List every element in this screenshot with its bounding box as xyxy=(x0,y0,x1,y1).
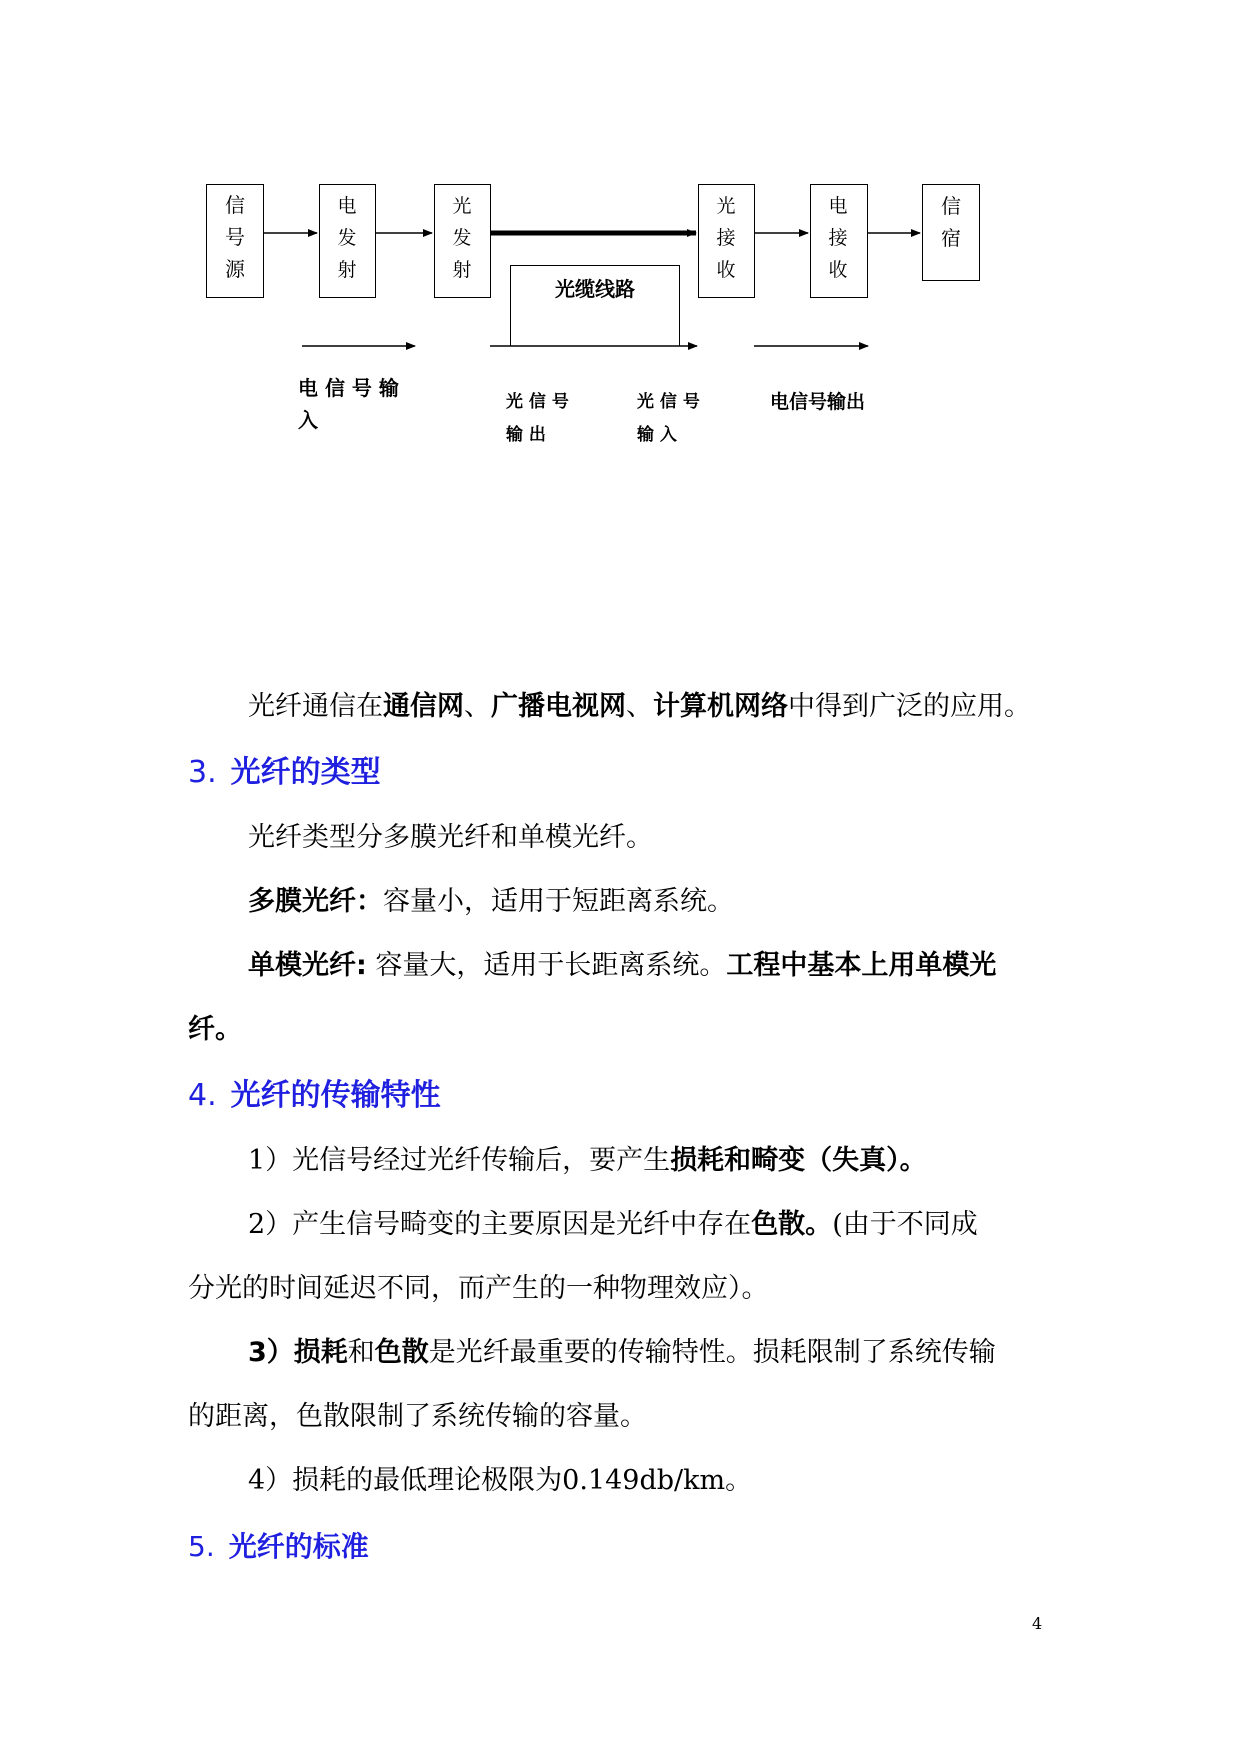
paragraph-types-intro: 光纤类型分多膜光纤和单模光纤。 xyxy=(248,822,653,853)
diagram-arrows xyxy=(0,0,1241,500)
paragraph-item-3-cont: 的距离，色散限制了系统传输的容量。 xyxy=(188,1401,647,1432)
heading-fiber-types: 3. 光纤的类型 xyxy=(188,755,381,790)
label-signal-source: 信号源 xyxy=(225,193,245,281)
label-optical-input: 光 信 号 输 入 xyxy=(637,392,700,445)
label-optical-output: 光 信 号 输 出 xyxy=(506,392,569,445)
page-number: 4 xyxy=(1032,1614,1043,1633)
paragraph-multimode: 多膜光纤：容量小，适用于短距离系统。 xyxy=(248,886,734,917)
paragraph-applications: 光纤通信在通信网、广播电视网、计算机网络中得到广泛的应用。 xyxy=(248,691,1031,722)
label-signal-sink: 信宿 xyxy=(941,194,961,250)
label-electric-receiver: 电接收 xyxy=(828,195,848,281)
paragraph-item-2: 2）产生信号畸变的主要原因是光纤中存在色散。(由于不同成 xyxy=(248,1209,978,1240)
paragraph-item-1: 1）光信号经过光纤传输后，要产生损耗和畸变（失真）。 xyxy=(248,1145,927,1176)
heading-transmission-characteristics: 4. 光纤的传输特性 xyxy=(188,1078,441,1113)
paragraph-singlemode-cont: 纤。 xyxy=(188,1014,242,1045)
paragraph-item-4: 4）损耗的最低理论极限为0.149db/km。 xyxy=(248,1465,753,1496)
heading-fiber-standards: 5. 光纤的标准 xyxy=(188,1530,369,1563)
label-cable-line: 光缆线路 xyxy=(555,277,635,301)
paragraph-item-3: 3）损耗和色散是光纤最重要的传输特性。损耗限制了系统传输 xyxy=(248,1337,996,1368)
paragraph-singlemode: 单模光纤: 容量大，适用于长距离系统。工程中基本上用单模光 xyxy=(248,950,997,981)
label-electric-input: 电 信 号 输 入 xyxy=(298,376,399,432)
label-electric-output: 电信号输出 xyxy=(770,391,866,413)
label-optical-receiver: 光接收 xyxy=(716,195,736,281)
label-optical-transmitter: 光发射 xyxy=(452,195,472,281)
paragraph-item-2-cont: 分光的时间延迟不同，而产生的一种物理效应）。 xyxy=(188,1273,769,1304)
label-electric-transmitter: 电发射 xyxy=(337,195,357,281)
